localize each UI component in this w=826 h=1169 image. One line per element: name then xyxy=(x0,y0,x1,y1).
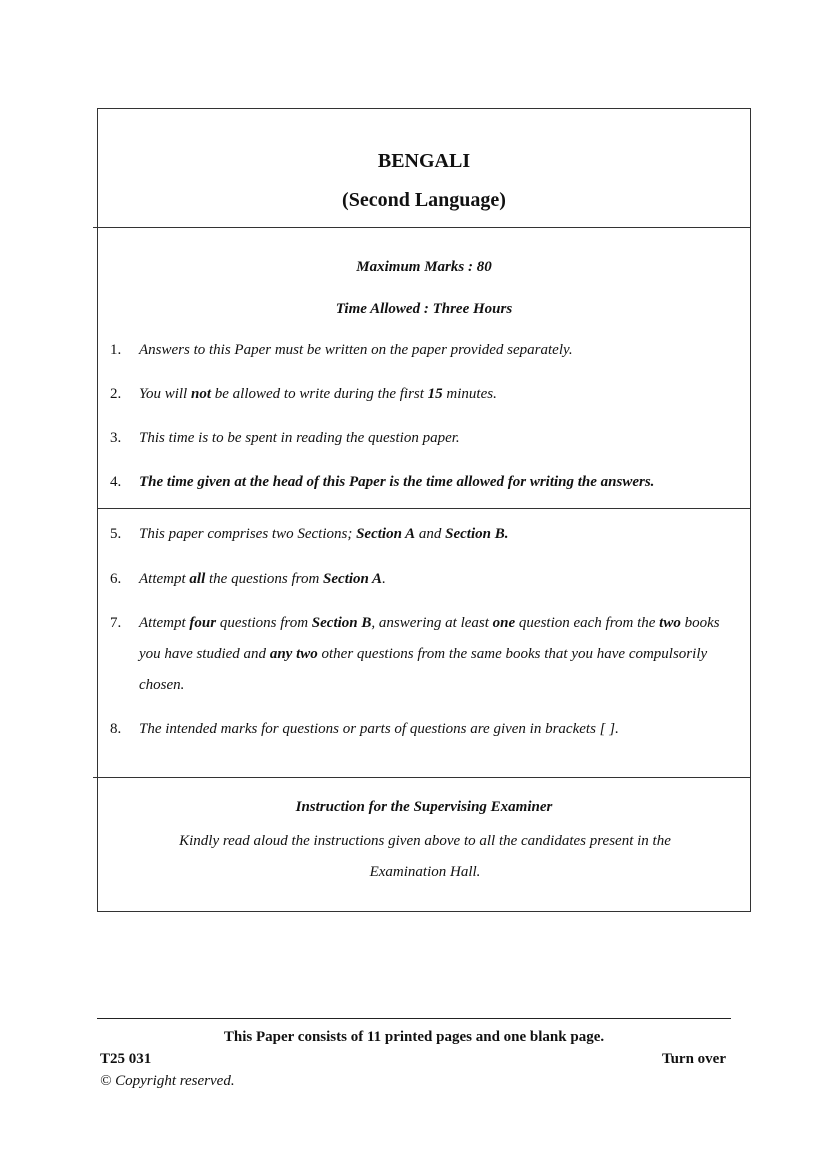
emphasis-text: Section A xyxy=(323,571,383,587)
emphasis-text: any two xyxy=(269,646,318,662)
instructions-box xyxy=(97,108,751,912)
divider xyxy=(93,777,750,778)
emphasis-text: 15 xyxy=(427,386,443,402)
text-segment: be allowed to write during the first xyxy=(211,386,428,402)
paper-code: T25 031 xyxy=(100,1051,152,1067)
pages-note: This Paper consists of 11 printed pages and one blank page. xyxy=(223,1029,605,1045)
instruction-number: 7. xyxy=(110,615,122,631)
supervisor-text: Kindly read aloud the instructions given above to all the candidates present in the Examination Hall. xyxy=(179,833,671,880)
text-segment: and xyxy=(415,526,446,542)
instruction-number: 5. xyxy=(110,526,122,542)
text-segment: Attempt xyxy=(139,571,190,587)
instruction-text xyxy=(139,519,730,550)
text-segment: , answering at least xyxy=(371,615,493,631)
text-segment: . xyxy=(382,571,386,587)
text-segment: You will xyxy=(139,386,191,402)
text-segment: This time is to be spent in reading the question paper. xyxy=(139,430,460,446)
instruction-item xyxy=(110,379,730,410)
text-segment: the questions from xyxy=(205,571,324,587)
turn-over: Turn over xyxy=(661,1051,726,1067)
instruction-number: 1. xyxy=(110,342,122,358)
time-allowed: Time Allowed : Three Hours xyxy=(335,301,513,317)
text-segment: books you have studied and xyxy=(139,615,720,662)
divider xyxy=(93,227,750,228)
text-segment: question each from the xyxy=(515,615,660,631)
text-segment: other questions from the same books that you have compulsorily chosen. xyxy=(139,646,708,693)
emphasis-text: all xyxy=(189,571,206,587)
divider xyxy=(97,508,750,509)
text-segment: This paper comprises two Sections; xyxy=(139,526,357,542)
instruction-text xyxy=(139,335,730,366)
instruction-text xyxy=(139,379,730,410)
text-segment: Answers to this Paper must be written on the paper provided separately. xyxy=(139,342,573,358)
subject-title: BENGALI xyxy=(377,150,471,172)
emphasis-text: one xyxy=(492,615,516,631)
text-segment: questions from xyxy=(216,615,312,631)
instruction-text xyxy=(139,564,730,595)
emphasis-text: not xyxy=(190,386,211,402)
instruction-text xyxy=(139,714,730,745)
instruction-item xyxy=(110,608,730,701)
instruction-number: 3. xyxy=(110,430,122,446)
instruction-item xyxy=(110,519,730,550)
instruction-item xyxy=(110,714,730,745)
instruction-number: 8. xyxy=(110,721,122,737)
subject-subtitle: (Second Language) xyxy=(342,189,506,211)
instruction-item xyxy=(110,564,730,595)
supervisor-heading: Instruction for the Supervising Examiner xyxy=(295,799,553,815)
instruction-text xyxy=(139,608,730,701)
instruction-number: 2. xyxy=(110,386,122,402)
footer-rule xyxy=(97,1018,731,1019)
emphasis-text: The time given at the head of this Paper is the time allowed for writing the answers. xyxy=(139,474,655,490)
emphasis-text: Section B xyxy=(311,615,372,631)
text-segment: minutes. xyxy=(442,386,497,402)
instruction-item xyxy=(110,467,730,498)
instruction-number: 6. xyxy=(110,571,122,587)
instruction-number: 4. xyxy=(110,474,122,490)
emphasis-text: two xyxy=(659,615,681,631)
instruction-text xyxy=(139,423,730,454)
text-segment: The intended marks for questions or parts of questions are given in brackets [ ]. xyxy=(139,721,619,737)
copyright: © Copyright reserved. xyxy=(100,1073,235,1089)
instruction-item xyxy=(110,335,730,366)
emphasis-text: Section A xyxy=(356,526,416,542)
maximum-marks: Maximum Marks : 80 xyxy=(356,259,492,275)
emphasis-text: four xyxy=(189,615,217,631)
instruction-item xyxy=(110,423,730,454)
instruction-text xyxy=(139,467,730,498)
text-segment: Attempt xyxy=(139,615,190,631)
emphasis-text: Section B. xyxy=(445,526,509,542)
